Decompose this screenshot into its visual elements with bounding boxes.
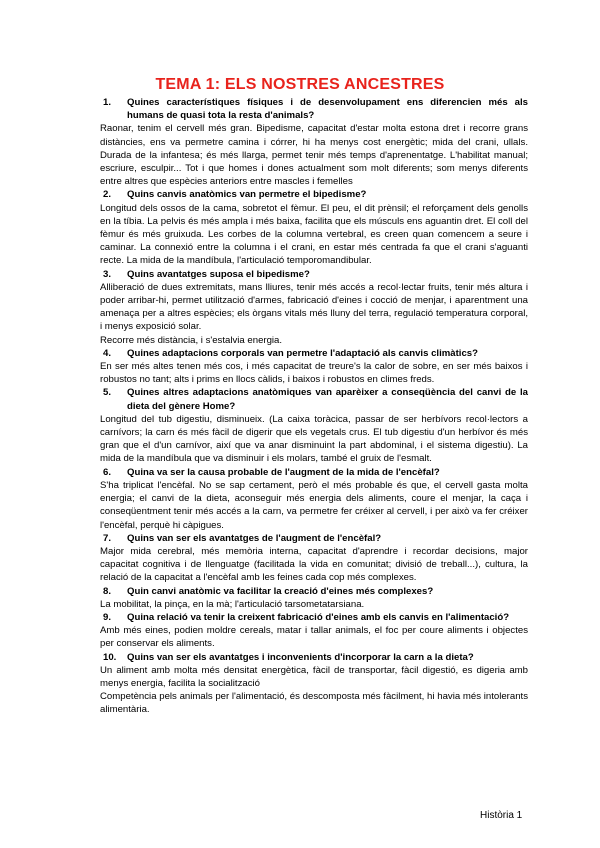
question-block bbox=[102, 268, 528, 347]
question-number: 9. bbox=[103, 611, 112, 623]
question-block bbox=[102, 386, 528, 465]
question-number: 10. bbox=[103, 651, 117, 663]
answer-text bbox=[100, 360, 528, 386]
question-text: Quins avantatges suposa el bipedisme? bbox=[127, 268, 310, 280]
question-number: 6. bbox=[103, 466, 112, 478]
answer-paragraph: S'ha triplicat l'encèfal. No se sap certament, però el més probable és que, el cervell gasta molta energia; el canvi de la dieta, aconseguir més energia dels aliments, coure el menjar, la caça i conseqüentment tenir més accés a la carn, va permetre fer créixer al cervell, i per això va fer créixer l'encèfal, perquè hi càpigues. bbox=[100, 479, 528, 531]
question-text: Quines adaptacions corporals van permetre l'adaptació als canvis climàtics? bbox=[127, 347, 478, 359]
question-number: 8. bbox=[103, 585, 112, 597]
question-text: Quins van ser els avantatges de l'augment de l'encèfal? bbox=[127, 532, 382, 544]
question-block bbox=[102, 651, 528, 717]
answer-text bbox=[100, 545, 528, 585]
page-footer: Història 1 bbox=[480, 810, 523, 821]
answer-paragraph: Alliberació de dues extremitats, mans lliures, tenir més accés a recol·lectar fruits, tenir més altura i poder arribar-hi, permet utilització d'armes, fabricació d'eines i cocció de menjar, i aparentment una amenaça per a altres espècies; els òrgans vitals més lluny del terra, regulació temperatura corporal, i menys exposició solar. bbox=[100, 281, 528, 333]
question-text: Quins canvis anatòmics van permetre el bipedisme? bbox=[127, 189, 367, 201]
question-heading bbox=[102, 96, 528, 122]
question-text: Quin canvi anatòmic va facilitar la creació d'eines més complexes? bbox=[127, 585, 434, 597]
answer-paragraph: En ser més altes tenen més cos, i més capacitat de treure's la calor de sobre, en ser més baixos i robustos no tant; alts i prims en llocs càlids, i baixos i robustos en climes freds. bbox=[100, 361, 528, 386]
question-heading bbox=[102, 268, 528, 281]
answer-paragraph: Un aliment amb molta més densitat energètica, fàcil de transportar, fàcil digestió, es digeria amb menys energia, facilita la socialització bbox=[100, 664, 528, 689]
question-text: Quins van ser els avantatges i inconvenients d'incorporar la carn a la dieta? bbox=[127, 651, 474, 663]
question-text: Quina relació va tenir la creixent fabricació d'eines amb els canvis en l'alimentació? bbox=[127, 611, 510, 623]
question-number: 5. bbox=[103, 387, 112, 399]
question-number: 3. bbox=[103, 268, 112, 280]
answer-paragraph: Raonar, tenim el cervell més gran. Bipedisme, capacitat d'estar molta estona dret i recorre grans distàncies, ens va permetre camina i córrer, hi ha menys cost energètic; mida del crani, ullals. Durada de la infantesa; és més llarga, permet tenir més temps d'aprenentatge. L'habilitat manual; escriure, esculpir... Tot i que homes i dones actualment som molt diferents; som menys diferents entre altres que espècies anteriors entre mascles i femelles bbox=[100, 123, 528, 188]
question-heading bbox=[102, 188, 528, 201]
question-text: Quines característiques físiques i de desenvolupament ens diferencien més als humans de quasi tota la resta d'animals? bbox=[127, 97, 528, 122]
answer-text bbox=[100, 122, 528, 188]
page-title: TEMA 1: ELS NOSTRES ANCESTRES bbox=[155, 76, 445, 93]
answer-text bbox=[100, 664, 528, 717]
answer-paragraph: Longitud dels ossos de la cama, sobretot el fèmur. El peu, el dit prènsil; el reforçament dels genolls en la tíbia. La pelvis és més ampla i més baixa, facilita que els músculs ens aguantin dret. El coll del fèmur és més gruixuda. Les corbes de la columna vertebral, es creen quan comencem a seure i caminar. La connexió entre la columna i el crani, en estar més centrada fa que el crani s'aguanti recte. La mida de la mandíbula, l'articulació temporomandibular. bbox=[100, 202, 528, 267]
question-heading bbox=[102, 651, 528, 664]
answer-text bbox=[100, 479, 528, 532]
answer-text bbox=[100, 624, 528, 650]
questions-list bbox=[102, 96, 528, 717]
question-number: 2. bbox=[103, 189, 112, 201]
question-block bbox=[102, 611, 528, 651]
question-number: 4. bbox=[103, 347, 112, 359]
question-text: Quina va ser la causa probable de l'augment de la mida de l'encèfal? bbox=[127, 466, 440, 478]
question-heading bbox=[102, 585, 528, 598]
question-heading bbox=[102, 386, 528, 412]
question-number: 7. bbox=[103, 532, 112, 544]
question-heading bbox=[102, 532, 528, 545]
answer-paragraph: Amb més eines, podien moldre cereals, matar i tallar animals, el foc per coure aliments i objectes per conservar els aliments. bbox=[100, 625, 528, 650]
question-block bbox=[102, 96, 528, 188]
question-block bbox=[102, 532, 528, 585]
question-block bbox=[102, 347, 528, 387]
answer-text bbox=[100, 598, 528, 611]
question-block bbox=[102, 585, 528, 611]
answer-paragraph: Major mida cerebral, més memòria interna, capacitat d'aprendre i recordar decisions, major capacitat cognitiva i de llenguatge (facilitada la vida en comunitat; divisió de treball...), cultura, la relació de la capacitat a l'encèfal amb les feines cada cop més complexes. bbox=[100, 545, 528, 584]
question-block bbox=[102, 188, 528, 267]
question-heading bbox=[102, 611, 528, 624]
answer-paragraph: Recorre més distància, i s'estalvia energia. bbox=[100, 334, 283, 346]
answer-text bbox=[100, 413, 528, 466]
answer-paragraph: La mobilitat, la pinça, en la mà; l'articulació tarsometatarsiana. bbox=[100, 598, 365, 610]
answer-text bbox=[100, 202, 528, 268]
answer-paragraph: Longitud del tub digestiu, disminueix. (La caixa toràcica, passar de ser herbívors recol·lectors a carnívors; la carn és més fàcil de digerir que els vegetals crus. El tub digestiu d'un herbívor és més gran que el d'un carnívor, així que va anar disminuint la part abdominal, i el sistema digestiu). La mida de la mandíbula que va disminuir i els molars, també el gruix de l'esmalt. bbox=[100, 413, 528, 465]
answer-text bbox=[100, 281, 528, 347]
question-heading bbox=[102, 347, 528, 360]
question-text: Quines altres adaptacions anatòmiques van aparèixer a conseqüència del canvi de la dieta del gènere Home? bbox=[127, 387, 528, 412]
answer-paragraph: Competència pels animals per l'alimentació, és descomposta més fàcilment, hi havia més intolerants alimentària. bbox=[100, 691, 528, 716]
question-number: 1. bbox=[103, 97, 112, 108]
question-block bbox=[102, 466, 528, 532]
question-heading bbox=[102, 466, 528, 479]
